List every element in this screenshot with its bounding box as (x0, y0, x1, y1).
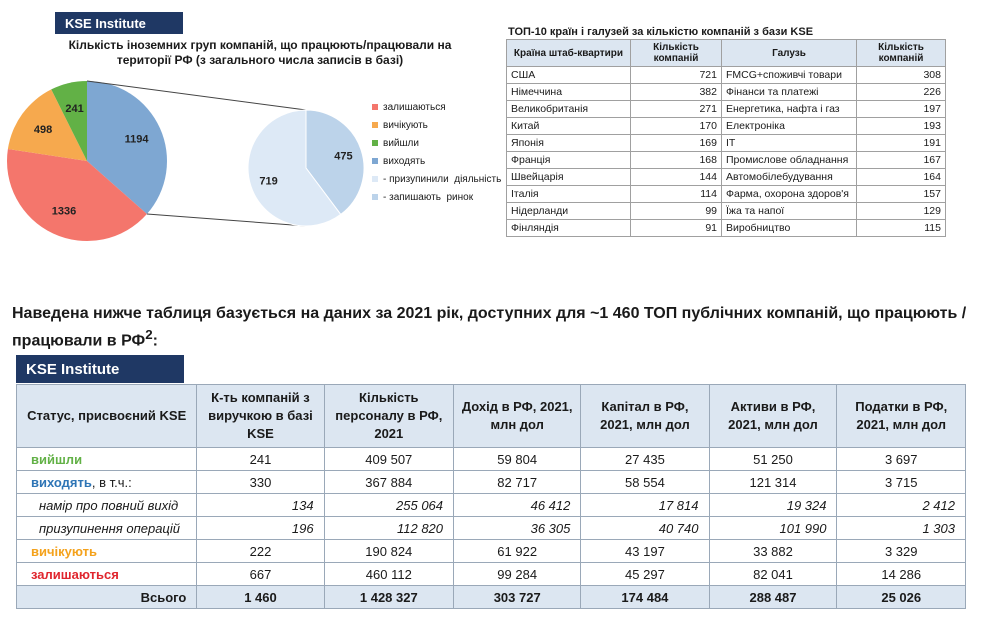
header-country-count: Кількість компаній (631, 40, 722, 67)
status-label (17, 494, 197, 517)
status-row (17, 517, 966, 540)
country-cell: Швейцарія (507, 169, 631, 186)
top10-row (507, 101, 946, 118)
count-cell: 91 (631, 220, 722, 237)
legend-label: - призупинили діяльність (383, 173, 502, 185)
count-cell: 129 (857, 203, 946, 220)
legend-label: виходять (383, 155, 426, 167)
top10-row (507, 203, 946, 220)
industry-cell: Фарма, охорона здоров'я (722, 186, 857, 203)
count-cell: 191 (857, 135, 946, 152)
country-cell: Німеччина (507, 84, 631, 101)
country-cell: Японія (507, 135, 631, 152)
chart-title: Кількість іноземних груп компаній, що працюють/працювали на території РФ (з загального числа записів в базі) (68, 38, 452, 67)
legend-item (372, 170, 501, 188)
legend-item (372, 98, 501, 116)
value-cell: 112 820 (324, 517, 453, 540)
status-row (17, 540, 966, 563)
status-row (17, 563, 966, 586)
status-name: Всього (140, 589, 187, 605)
legend-label: залишаються (383, 101, 446, 113)
value-cell: 25 026 (837, 586, 966, 609)
status-label (17, 540, 197, 563)
value-cell: 330 (197, 471, 324, 494)
country-cell: Нідерланди (507, 203, 631, 220)
value-cell: 33 882 (709, 540, 837, 563)
value-cell: 367 884 (324, 471, 453, 494)
value-cell: 27 435 (581, 448, 709, 471)
value-cell: 134 (197, 494, 324, 517)
country-cell: Франція (507, 152, 631, 169)
count-cell: 308 (857, 67, 946, 84)
pie-chart (0, 80, 370, 250)
industry-cell: Енергетика, нафта і газ (722, 101, 857, 118)
value-cell: 101 990 (709, 517, 837, 540)
industry-cell: Їжа та напої (722, 203, 857, 220)
count-cell: 99 (631, 203, 722, 220)
industry-cell: Фінанси та платежі (722, 84, 857, 101)
top10-row (507, 84, 946, 101)
count-cell: 164 (857, 169, 946, 186)
count-cell: 167 (857, 152, 946, 169)
status-label (17, 471, 197, 494)
header-companies: К-ть компаній з виручкою в базі KSE (197, 385, 324, 448)
legend-swatch (372, 104, 378, 110)
top10-row (507, 135, 946, 152)
legend-swatch (372, 122, 378, 128)
value-cell: 58 554 (581, 471, 709, 494)
count-cell: 157 (857, 186, 946, 203)
header-industry: Галузь (722, 40, 857, 67)
legend-label: вийшли (383, 137, 419, 149)
industry-cell: Автомобілебудування (722, 169, 857, 186)
top10-row (507, 67, 946, 84)
status-name: вийшли (31, 451, 83, 467)
status-label (17, 563, 197, 586)
value-cell: 1 460 (197, 586, 324, 609)
count-cell: 721 (631, 67, 722, 84)
legend-label: - запишають ринок (383, 191, 474, 203)
pie-label-залишаються: 1336 (51, 205, 77, 218)
industry-cell: IT (722, 135, 857, 152)
intro-text (12, 303, 972, 351)
intro-colon: : (152, 332, 158, 350)
count-cell: 114 (631, 186, 722, 203)
count-cell: 271 (631, 101, 722, 118)
value-cell: 667 (197, 563, 324, 586)
legend-item (372, 152, 501, 170)
legend-label: вичікують (383, 119, 428, 131)
legend-swatch (372, 158, 378, 164)
status-row (17, 586, 966, 609)
value-cell: 190 824 (324, 540, 453, 563)
header-industry-count: Кількість компаній (857, 40, 946, 67)
kse-institute-badge: KSE Institute (55, 12, 183, 34)
value-cell: 1 303 (837, 517, 966, 540)
kse-institute-badge-bottom: KSE Institute (16, 355, 184, 383)
top10-row (507, 152, 946, 169)
value-cell: 174 484 (581, 586, 709, 609)
header-assets: Активи в РФ, 2021, млн дол (709, 385, 837, 448)
legend-item (372, 116, 501, 134)
value-cell: 3 697 (837, 448, 966, 471)
value-cell: 19 324 (709, 494, 837, 517)
industry-cell: FMCG+споживчі товари (722, 67, 857, 84)
value-cell: 45 297 (581, 563, 709, 586)
subpie-label-1: 475 (334, 150, 353, 163)
count-cell: 193 (857, 118, 946, 135)
intro-footnote: 2 (145, 327, 153, 342)
legend-swatch (372, 176, 378, 182)
value-cell: 241 (197, 448, 324, 471)
top10-row (507, 169, 946, 186)
value-cell: 3 329 (837, 540, 966, 563)
value-cell: 303 727 (454, 586, 581, 609)
top10-title: ТОП-10 країн і галузей за кількістю компаній з бази KSE (508, 26, 814, 38)
country-cell: Великобританія (507, 101, 631, 118)
value-cell: 17 814 (581, 494, 709, 517)
value-cell: 255 064 (324, 494, 453, 517)
header-taxes: Податки в РФ, 2021, млн дол (837, 385, 966, 448)
value-cell: 1 428 327 (324, 586, 453, 609)
header-status: Статус, присвоєний KSE (17, 385, 197, 448)
country-cell: США (507, 67, 631, 84)
legend-swatch (372, 140, 378, 146)
status-row (17, 448, 966, 471)
top10-row (507, 118, 946, 135)
intro-main: Наведена нижче таблиця базується на даних за 2021 рік, доступних для ~1 460 ТОП публічних компаній, що працюють / працювали в РФ (12, 305, 967, 350)
subpie-label-0: 719 (259, 175, 278, 188)
pie-label-виходять: 1194 (124, 133, 149, 146)
status-label (17, 586, 197, 609)
legend-swatch (372, 194, 378, 200)
value-cell: 59 804 (454, 448, 581, 471)
header-revenue: Дохід в РФ, 2021, млн дол (454, 385, 581, 448)
status-name: вичікують (31, 543, 98, 559)
value-cell: 460 112 (324, 563, 453, 586)
value-cell: 288 487 (709, 586, 837, 609)
status-table (16, 384, 966, 609)
value-cell: 3 715 (837, 471, 966, 494)
industry-cell: Виробництво (722, 220, 857, 237)
top10-row (507, 220, 946, 237)
value-cell: 43 197 (581, 540, 709, 563)
industry-cell: Електроніка (722, 118, 857, 135)
legend-item (372, 188, 501, 206)
status-label (17, 448, 197, 471)
legend-item (372, 134, 501, 152)
value-cell: 222 (197, 540, 324, 563)
status-row (17, 471, 966, 494)
country-cell: Фінляндія (507, 220, 631, 237)
count-cell: 382 (631, 84, 722, 101)
header-staff: Кількість персоналу в РФ, 2021 (324, 385, 453, 448)
value-cell: 121 314 (709, 471, 837, 494)
count-cell: 169 (631, 135, 722, 152)
value-cell: 51 250 (709, 448, 837, 471)
chart-legend (372, 98, 501, 206)
country-cell: Італія (507, 186, 631, 203)
value-cell: 40 740 (581, 517, 709, 540)
value-cell: 196 (197, 517, 324, 540)
count-cell: 197 (857, 101, 946, 118)
country-cell: Китай (507, 118, 631, 135)
value-cell: 61 922 (454, 540, 581, 563)
status-name: залишаються (31, 566, 119, 582)
header-capital: Капітал в РФ, 2021, млн дол (581, 385, 709, 448)
value-cell: 46 412 (454, 494, 581, 517)
count-cell: 144 (631, 169, 722, 186)
status-name: намір про повний вихід (39, 497, 179, 513)
header-country: Країна штаб-квартири (507, 40, 631, 67)
value-cell: 82 717 (454, 471, 581, 494)
status-name: виходять (31, 474, 92, 490)
value-cell: 99 284 (454, 563, 581, 586)
status-name: призупинення операцій (39, 520, 180, 536)
count-cell: 115 (857, 220, 946, 237)
value-cell: 14 286 (837, 563, 966, 586)
value-cell: 36 305 (454, 517, 581, 540)
industry-cell: Промислове обладнання (722, 152, 857, 169)
value-cell: 82 041 (709, 563, 837, 586)
value-cell: 409 507 (324, 448, 453, 471)
count-cell: 168 (631, 152, 722, 169)
status-row (17, 494, 966, 517)
value-cell: 2 412 (837, 494, 966, 517)
pie-label-вийшли: 241 (65, 103, 84, 116)
count-cell: 226 (857, 84, 946, 101)
top10-table (506, 39, 946, 237)
top10-row (507, 186, 946, 203)
status-label (17, 517, 197, 540)
pie-label-вичікують: 498 (33, 123, 53, 136)
status-suffix: , в т.ч.: (91, 474, 132, 490)
count-cell: 170 (631, 118, 722, 135)
